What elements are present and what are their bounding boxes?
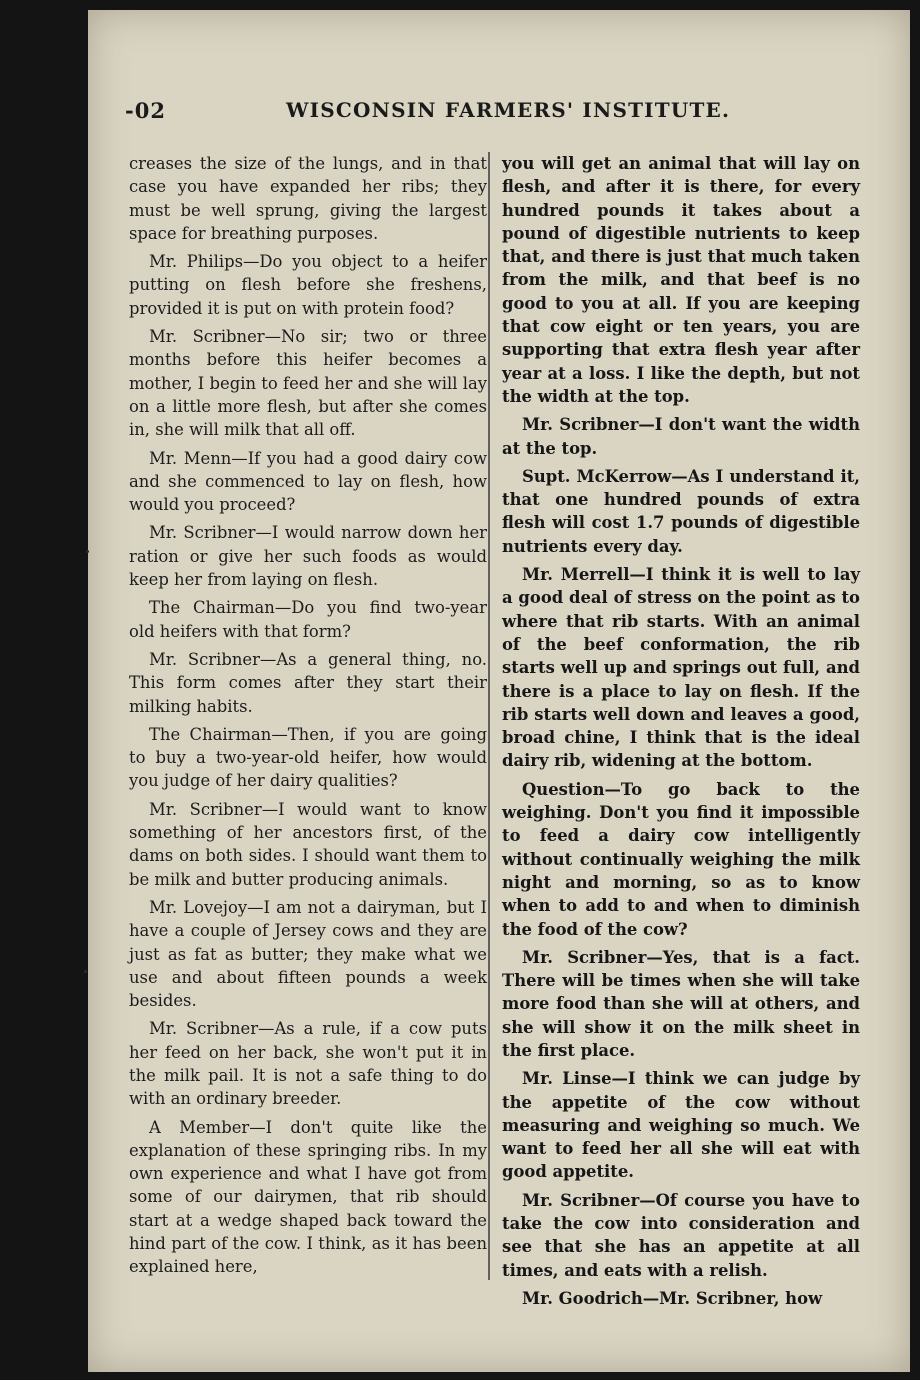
paragraph: The Chairman—Then, if you are going to buy a two-year-old heifer, how would you judge of her dairy qualities? xyxy=(129,724,487,791)
scan-speck xyxy=(86,550,89,553)
paragraph: creases the size of the lungs, and in that case you have expanded her ribs; they must be well sprung, giving the largest space for breathing purposes. xyxy=(129,154,487,243)
paragraph: Mr. Scribner—As a rule, if a cow puts her feed on her back, she won't put it in the milk pail. It is not a safe thing to do with an ordinary breeder. xyxy=(129,1019,487,1109)
paragraph: Mr. Merrell—I think it is well to lay a good deal of stress on the point as to where that rib starts. With an animal of the beef conformation, the rib starts well up and springs out full, and there is a place to lay on flesh. If the rib starts well down and leaves a good, broad chine, I think that is the ideal dairy rib, widening at the bottom. xyxy=(502,565,860,771)
paragraph: Question—To go back to the weighing. Don't you find it impossible to feed a dairy cow intelligently without continually weighing the milk night and morning, so as to know when to add to and when to diminish the food of the cow? xyxy=(502,779,860,939)
page-header xyxy=(88,98,910,128)
column-divider xyxy=(488,152,490,1280)
paragraph: Mr. Linse—I think we can judge by the appetite of the cow without measuring and weighing so much. We want to feed her all she will eat with good appetite. xyxy=(502,1069,860,1182)
paragraph: Mr. Scribner—As a general thing, no. This form comes after they start their milking habits. xyxy=(129,649,487,716)
paragraph: Mr. Scribner—Yes, that is a fact. There will be times when she will take more food than she will at others, and she will show it on the milk sheet in the first place. xyxy=(502,947,860,1060)
paragraph: Mr. Goodrich—Mr. Scribner, how xyxy=(522,1288,823,1308)
paragraph: Supt. McKerrow—As I understand it, that one hundred pounds of extra flesh will cost 1.7 pounds of digestible nutrients every day. xyxy=(502,466,860,556)
paragraph: Mr. Scribner—I would want to know something of her ancestors first, of the dams on both sides. I should want them to be milk and butter producing animals. xyxy=(129,799,487,889)
left-column xyxy=(129,152,487,1284)
paragraph: Mr. Scribner—No sir; two or three months before this heifer becomes a mother, I begin to feed her and she will lay on a little more flesh, but after she comes in, she will milk that all off. xyxy=(129,327,487,440)
paragraph: A Member—I don't quite like the explanation of these springing ribs. In my own experience and what I have got from some of our dairymen, that rib should start at a wedge shaped back toward the hind part of the cow. I think, as it has been explained here, xyxy=(129,1117,487,1277)
paragraph: Mr. Menn—If you had a good dairy cow and she commenced to lay on flesh, how would you proceed? xyxy=(129,448,487,515)
paragraph: Mr. Philips—Do you object to a heifer putting on flesh before she freshens, provided it is put on with protein food? xyxy=(129,252,487,318)
paragraph: Mr. Lovejoy—I am not a dairyman, but I have a couple of Jersey cows and they are just as fat as butter; they make what we use and about fifteen pounds a week besides. xyxy=(129,897,487,1011)
paragraph: The Chairman—Do you find two-year old heifers with that form? xyxy=(129,598,487,641)
right-column xyxy=(502,152,860,1315)
paragraph: Mr. Scribner—Of course you have to take the cow into consideration and see that she has an appetite at all times, and eats with a relish. xyxy=(502,1190,860,1280)
paragraph: Mr. Scribner—I don't want the width at the top. xyxy=(502,415,860,458)
scan-speck xyxy=(84,970,87,973)
page-number: -02 xyxy=(125,98,166,123)
running-title: WISCONSIN FARMERS' INSTITUTE. xyxy=(286,98,731,122)
paragraph: Mr. Scribner—I would narrow down her ration or give her such foods as would keep her from laying on flesh. xyxy=(129,523,487,590)
paragraph: you will get an animal that will lay on flesh, and after it is there, for every hundred pounds it takes about a pound of digestible nutrients to keep that, and there is just that much taken from the milk, and that beef is no good to you at all. If you are keeping that cow eight or ten years, you are supporting that extra flesh year after year at a loss. I like the depth, but not the width at the top. xyxy=(502,154,860,406)
book-page xyxy=(88,10,910,1372)
